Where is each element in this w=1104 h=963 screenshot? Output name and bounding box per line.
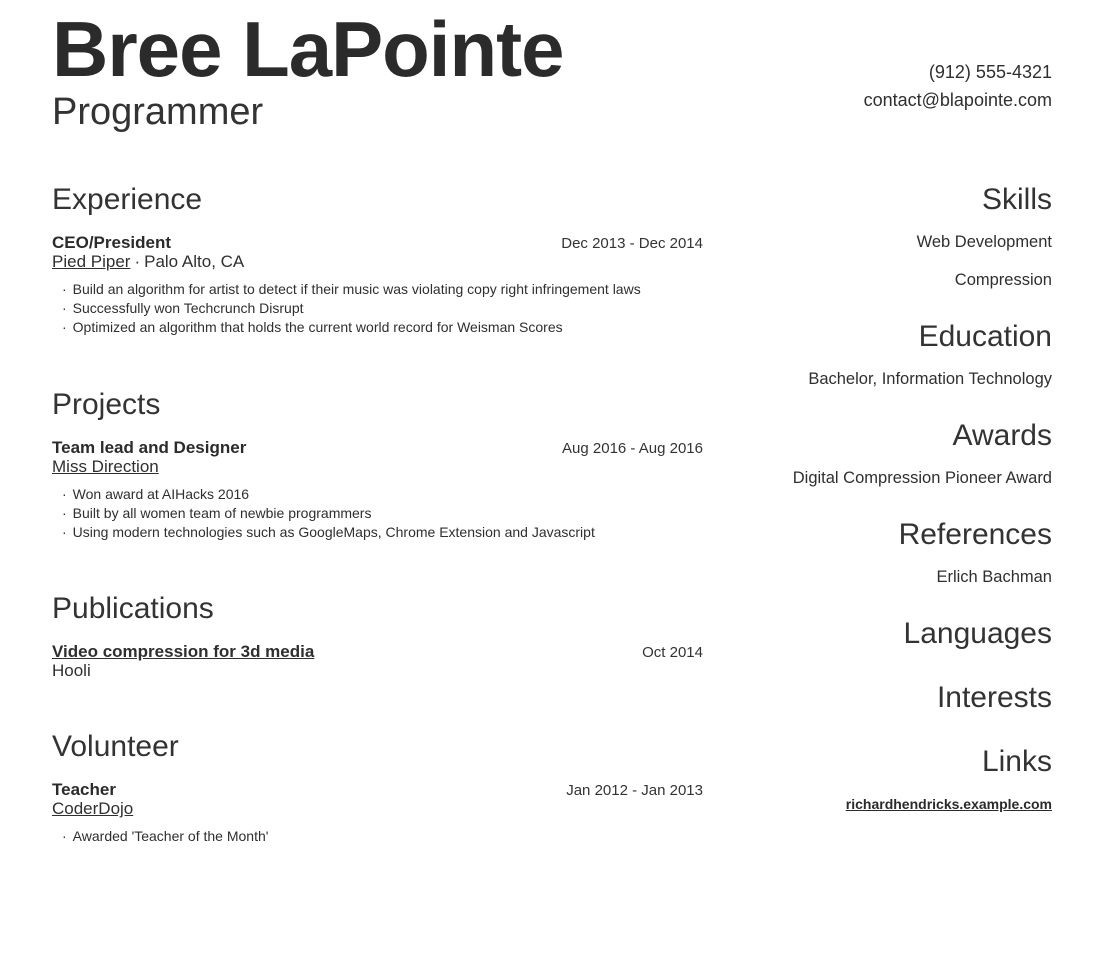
- section-education: [703, 320, 1052, 388]
- entry-date: Jan 2012 - Jan 2013: [566, 782, 703, 800]
- heading-languages: Languages: [903, 616, 1052, 650]
- heading-skills: Skills: [981, 182, 1052, 216]
- entry-subtitle: [52, 662, 703, 680]
- header-identity: [52, 5, 564, 136]
- bullet-marker: ·: [62, 504, 67, 521]
- skill-item: Compression: [954, 270, 1052, 289]
- bullet-item: [52, 523, 703, 542]
- person-name: Bree LaPointe: [52, 5, 564, 93]
- entry-head: [52, 234, 703, 253]
- entry-head: [52, 439, 703, 458]
- bullet-text: Using modern technologies such as GoogleMaps, Chrome Extension and Javascript: [72, 524, 595, 541]
- bullet-item: [52, 504, 703, 523]
- bullet-marker: ·: [62, 524, 67, 541]
- content-columns: [52, 183, 1052, 897]
- heading-publications: Publications: [52, 592, 214, 626]
- entry-title: Team lead and Designer: [52, 437, 247, 457]
- website-link[interactable]: richardhendricks.example.com: [845, 795, 1052, 812]
- bullet-item: [52, 827, 703, 846]
- section-volunteer: [52, 730, 703, 846]
- contact-block: [864, 58, 1052, 114]
- email-address: contact@blapointe.com: [863, 90, 1052, 110]
- bullet-text: Successfully won Techcrunch Disrupt: [72, 299, 304, 316]
- bullet-text: Won award at AIHacks 2016: [72, 485, 250, 502]
- entry-subtitle: [52, 253, 703, 271]
- bullet-marker: ·: [62, 299, 67, 316]
- volunteer-entry: [52, 781, 703, 846]
- section-interests: [703, 681, 1052, 714]
- heading-awards: Awards: [952, 418, 1052, 452]
- heading-projects: Projects: [52, 387, 161, 421]
- section-languages: [703, 617, 1052, 650]
- org-link[interactable]: Pied Piper: [52, 251, 131, 271]
- publication-title-link[interactable]: Video compression for 3d media: [52, 642, 315, 662]
- entry-date: Dec 2013 - Dec 2014: [561, 234, 703, 252]
- bullet-list: [52, 827, 703, 846]
- entry-subtitle: [52, 800, 703, 818]
- org-link[interactable]: CoderDojo: [52, 799, 134, 819]
- section-experience: [52, 183, 703, 338]
- heading-references: References: [898, 517, 1052, 551]
- heading-experience: Experience: [52, 182, 203, 216]
- bullet-marker: ·: [62, 828, 67, 845]
- entry-head: [52, 643, 703, 662]
- skill-item: Web Development: [916, 232, 1052, 251]
- project-entry: [52, 439, 703, 543]
- entry-date: Oct 2014: [642, 644, 703, 662]
- entry-date: Aug 2016 - Aug 2016: [562, 439, 703, 457]
- bullet-marker: ·: [62, 319, 67, 336]
- heading-interests: Interests: [936, 680, 1052, 714]
- heading-education: Education: [918, 319, 1052, 353]
- section-projects: [52, 388, 703, 543]
- org-link[interactable]: Miss Direction: [52, 456, 159, 476]
- entry-title: Teacher: [52, 780, 116, 800]
- bullet-item: [52, 485, 703, 504]
- bullet-text: Built by all women team of newbie programmers: [72, 504, 372, 521]
- section-publications: [52, 592, 703, 680]
- bullet-list: [52, 280, 703, 338]
- section-skills: [703, 183, 1052, 289]
- heading-volunteer: Volunteer: [52, 730, 179, 764]
- org-location-separator: ·: [134, 251, 141, 271]
- bullet-text: Optimized an algorithm that holds the current world record for Weisman Scores: [72, 319, 563, 336]
- entry-head: [52, 781, 703, 800]
- publisher-name: Hooli: [52, 661, 91, 681]
- bullet-marker: ·: [62, 485, 67, 502]
- bullet-item: [52, 318, 703, 337]
- bullet-item: [52, 280, 703, 299]
- education-item: Bachelor, Information Technology: [808, 369, 1052, 388]
- main-column: [52, 183, 703, 897]
- reference-item: Erlich Bachman: [936, 567, 1052, 586]
- bullet-item: [52, 299, 703, 318]
- section-links: [703, 745, 1052, 813]
- bullet-text: Build an algorithm for artist to detect if their music was violating copy right infringement laws: [72, 280, 641, 297]
- publication-entry: [52, 643, 703, 680]
- resume-header: [52, 5, 1052, 136]
- experience-entry: [52, 234, 703, 338]
- phone-number: (912) 555-4321: [928, 62, 1052, 82]
- person-job-title: Programmer: [52, 91, 264, 134]
- section-awards: [703, 419, 1052, 487]
- sidebar-column: [703, 183, 1052, 897]
- award-item: Digital Compression Pioneer Award: [792, 468, 1052, 487]
- entry-title: CEO/President: [52, 232, 172, 252]
- entry-subtitle: [52, 458, 703, 476]
- bullet-list: [52, 485, 703, 543]
- bullet-marker: ·: [62, 280, 67, 297]
- entry-location: Palo Alto, CA: [144, 251, 245, 271]
- bullet-text: Awarded 'Teacher of the Month': [72, 828, 269, 845]
- heading-links: Links: [981, 744, 1052, 778]
- section-references: [703, 518, 1052, 586]
